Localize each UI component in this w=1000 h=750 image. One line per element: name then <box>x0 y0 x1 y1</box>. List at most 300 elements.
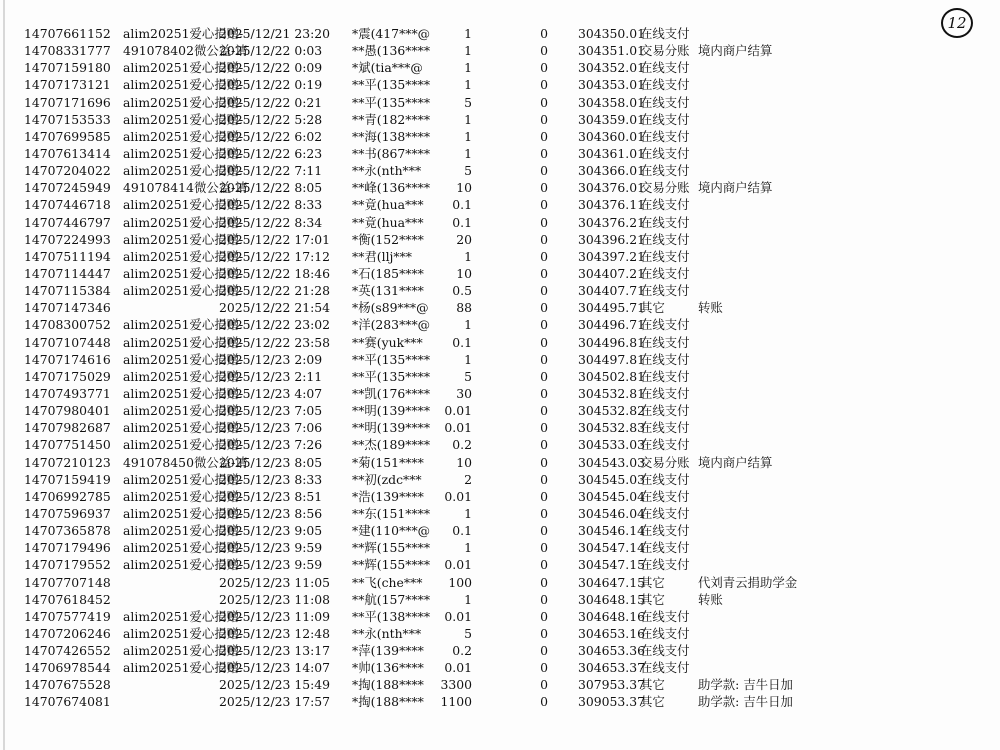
merchant-order-cell: alim20251爱心捐赠- <box>123 385 244 401</box>
transaction-time-cell: 2025/12/23 11:09 <box>219 608 331 624</box>
amount-cell: 1 <box>464 60 472 76</box>
balance-cell: 304532.82 <box>578 403 646 419</box>
transaction-id-cell: 14707173121 <box>24 77 111 93</box>
payer-name-cell: **愚(136**** <box>352 43 431 59</box>
transaction-id-cell: 14707204022 <box>24 163 111 179</box>
amount-cell: 20 <box>456 231 472 247</box>
transaction-time-cell: 2025/12/22 6:23 <box>219 145 323 161</box>
fee-cell: 0 <box>540 197 548 213</box>
payer-name-cell: **杰(189**** <box>352 437 431 453</box>
payer-name-cell: *震(417***@ <box>352 26 431 41</box>
balance-cell: 304358.01 <box>578 94 646 110</box>
payment-method-cell: 在线支付 <box>640 197 690 213</box>
amount-cell: 30 <box>456 385 472 401</box>
payer-name-cell: *衡(152**** <box>352 231 424 247</box>
note-cell: 转账 <box>698 591 723 607</box>
balance-cell: 304648.16 <box>578 608 646 624</box>
amount-cell: 0.01 <box>444 420 472 436</box>
amount-cell: 100 <box>448 574 472 590</box>
table-row <box>0 385 1000 402</box>
payer-name-cell: *石(185**** <box>352 265 424 281</box>
transaction-id-cell: 14707661152 <box>24 26 111 41</box>
transaction-time-cell: 2025/12/23 9:59 <box>219 557 323 573</box>
transaction-id-cell: 14707179552 <box>24 557 111 573</box>
balance-cell: 304359.01 <box>578 111 646 127</box>
payment-method-cell: 在线支付 <box>640 505 690 521</box>
transaction-id-cell: 14707365878 <box>24 523 111 539</box>
payer-name-cell: **初(zdc*** <box>352 471 422 487</box>
merchant-order-cell: alim20251爱心捐赠- <box>123 248 244 264</box>
balance-cell: 304547.15 <box>578 557 646 573</box>
merchant-order-cell: 491078450微公益-请 <box>123 454 248 470</box>
payment-method-cell: 交易分账 <box>640 454 690 470</box>
payer-name-cell: **峰(136**** <box>352 180 431 196</box>
fee-cell: 0 <box>540 111 548 127</box>
payment-method-cell: 在线支付 <box>640 94 690 110</box>
balance-cell: 304353.01 <box>578 77 646 93</box>
balance-cell: 304653.36 <box>578 643 646 659</box>
balance-cell: 304361.01 <box>578 145 646 161</box>
fee-cell: 0 <box>540 608 548 624</box>
table-row <box>0 282 1000 299</box>
transaction-id-cell: 14707159419 <box>24 471 111 487</box>
fee-cell: 0 <box>540 163 548 179</box>
payment-method-cell: 在线支付 <box>640 248 690 264</box>
balance-cell: 304407.71 <box>578 283 646 299</box>
note-cell: 境内商户结算 <box>698 180 773 196</box>
balance-cell: 304546.14 <box>578 523 646 539</box>
transaction-time-cell: 2025/12/23 8:51 <box>219 488 323 504</box>
table-row <box>0 488 1000 505</box>
transaction-time-cell: 2025/12/22 0:09 <box>219 60 323 76</box>
payer-name-cell: **平(135**** <box>352 77 431 93</box>
payment-method-cell: 在线支付 <box>640 317 690 333</box>
fee-cell: 0 <box>540 334 548 350</box>
amount-cell: 0.01 <box>444 403 472 419</box>
transaction-time-cell: 2025/12/23 7:05 <box>219 403 323 419</box>
table-row <box>0 402 1000 419</box>
fee-cell: 0 <box>540 694 548 710</box>
transaction-time-cell: 2025/12/22 18:46 <box>219 265 331 281</box>
table-row <box>0 231 1000 248</box>
transaction-time-cell: 2025/12/23 13:17 <box>219 643 331 659</box>
fee-cell: 0 <box>540 420 548 436</box>
merchant-order-cell: alim20251爱心捐赠- <box>123 334 244 350</box>
merchant-order-cell: alim20251爱心捐赠- <box>123 283 244 299</box>
table-row <box>0 214 1000 231</box>
amount-cell: 0.2 <box>452 643 472 659</box>
table-row <box>0 676 1000 693</box>
transaction-time-cell: 2025/12/22 5:28 <box>219 111 323 127</box>
table-row <box>0 368 1000 385</box>
transaction-id-cell: 14707618452 <box>24 591 111 607</box>
table-row <box>0 162 1000 179</box>
amount-cell: 1 <box>464 540 472 556</box>
amount-cell: 1 <box>464 43 472 59</box>
transaction-time-cell: 2025/12/23 8:33 <box>219 471 323 487</box>
note-cell: 助学款: 吉牛日加 <box>698 694 793 710</box>
payer-name-cell: **平(135**** <box>352 351 431 367</box>
payment-method-cell: 在线支付 <box>640 265 690 281</box>
amount-cell: 5 <box>464 368 472 384</box>
amount-cell: 1 <box>464 505 472 521</box>
table-row <box>0 522 1000 539</box>
fee-cell: 0 <box>540 145 548 161</box>
transaction-time-cell: 2025/12/23 2:11 <box>219 368 323 384</box>
transaction-id-cell: 14707493771 <box>24 385 111 401</box>
note-cell: 代刘青云捐助学金 <box>698 574 798 590</box>
payment-method-cell: 在线支付 <box>640 523 690 539</box>
transaction-id-cell: 14707147346 <box>24 300 111 316</box>
merchant-order-cell: alim20251爱心捐赠- <box>123 437 244 453</box>
balance-cell: 304360.01 <box>578 128 646 144</box>
transaction-time-cell: 2025/12/22 17:12 <box>219 248 331 264</box>
merchant-order-cell: alim20251爱心捐赠- <box>123 505 244 521</box>
fee-cell: 0 <box>540 77 548 93</box>
fee-cell: 0 <box>540 557 548 573</box>
table-row <box>0 316 1000 333</box>
amount-cell: 5 <box>464 163 472 179</box>
payment-method-cell: 在线支付 <box>640 471 690 487</box>
handwritten-page-number: 12 <box>941 8 973 38</box>
table-row <box>0 196 1000 213</box>
payment-method-cell: 在线支付 <box>640 334 690 350</box>
amount-cell: 0.2 <box>452 437 472 453</box>
balance-cell: 304376.01 <box>578 180 646 196</box>
table-row <box>0 574 1000 591</box>
fee-cell: 0 <box>540 505 548 521</box>
amount-cell: 10 <box>456 265 472 281</box>
payer-name-cell: *浩(139**** <box>352 488 424 504</box>
transaction-time-cell: 2025/12/23 12:48 <box>219 625 331 641</box>
table-row <box>0 76 1000 93</box>
fee-cell: 0 <box>540 488 548 504</box>
transaction-id-cell: 14707980401 <box>24 403 111 419</box>
merchant-order-cell: alim20251爱心捐赠- <box>123 523 244 539</box>
transaction-time-cell: 2025/12/23 15:49 <box>219 677 331 693</box>
transaction-time-cell: 2025/12/23 8:56 <box>219 505 323 521</box>
payer-name-cell: **海(138**** <box>352 128 431 144</box>
amount-cell: 1 <box>464 317 472 333</box>
fee-cell: 0 <box>540 26 548 41</box>
fee-cell: 0 <box>540 231 548 247</box>
transaction-time-cell: 2025/12/22 8:34 <box>219 214 323 230</box>
transaction-time-cell: 2025/12/22 21:54 <box>219 300 331 316</box>
payment-method-cell: 在线支付 <box>640 660 690 676</box>
transaction-id-cell: 14707245949 <box>24 180 111 196</box>
transaction-time-cell: 2025/12/23 2:09 <box>219 351 323 367</box>
table-row <box>0 25 1000 42</box>
payer-name-cell: **君(llj*** <box>352 248 412 264</box>
fee-cell: 0 <box>540 128 548 144</box>
payer-name-cell: **永(nth*** <box>352 163 422 179</box>
payment-method-cell: 在线支付 <box>640 557 690 573</box>
amount-cell: 1 <box>464 351 472 367</box>
payment-method-cell: 在线支付 <box>640 437 690 453</box>
merchant-order-cell: alim20251爱心捐赠- <box>123 231 244 247</box>
merchant-order-cell: alim20251爱心捐赠- <box>123 265 244 281</box>
fee-cell: 0 <box>540 403 548 419</box>
transaction-id-cell: 14707115384 <box>24 283 111 299</box>
amount-cell: 1100 <box>440 694 472 710</box>
transaction-id-cell: 14707982687 <box>24 420 111 436</box>
table-row <box>0 351 1000 368</box>
table-row <box>0 334 1000 351</box>
fee-cell: 0 <box>540 437 548 453</box>
amount-cell: 5 <box>464 94 472 110</box>
amount-cell: 0.1 <box>452 334 472 350</box>
fee-cell: 0 <box>540 180 548 196</box>
amount-cell: 88 <box>456 300 472 316</box>
table-row <box>0 42 1000 59</box>
payer-name-cell: *掏(188**** <box>352 694 424 710</box>
payer-name-cell: *掏(188**** <box>352 677 424 693</box>
balance-cell: 304532.81 <box>578 385 646 401</box>
balance-cell: 304376.21 <box>578 214 646 230</box>
amount-cell: 0.01 <box>444 608 472 624</box>
transaction-time-cell: 2025/12/23 11:05 <box>219 574 331 590</box>
merchant-order-cell: alim20251爱心捐赠- <box>123 608 244 624</box>
amount-cell: 1 <box>464 248 472 264</box>
payer-name-cell: *杨(s89***@ <box>352 300 429 316</box>
transaction-id-cell: 14707174616 <box>24 351 111 367</box>
fee-cell: 0 <box>540 574 548 590</box>
payer-name-cell: **明(139**** <box>352 420 431 436</box>
merchant-order-cell: alim20251爱心捐赠- <box>123 403 244 419</box>
transaction-time-cell: 2025/12/23 11:08 <box>219 591 331 607</box>
merchant-order-cell: alim20251爱心捐赠- <box>123 488 244 504</box>
transaction-time-cell: 2025/12/22 17:01 <box>219 231 331 247</box>
fee-cell: 0 <box>540 351 548 367</box>
payer-name-cell: **飞(che*** <box>352 574 423 590</box>
payment-method-cell: 在线支付 <box>640 540 690 556</box>
merchant-order-cell: alim20251爱心捐赠- <box>123 94 244 110</box>
transaction-id-cell: 14706992785 <box>24 488 111 504</box>
transaction-id-cell: 14707675528 <box>24 677 111 693</box>
payer-name-cell: **凯(176**** <box>352 385 431 401</box>
payment-method-cell: 在线支付 <box>640 608 690 624</box>
amount-cell: 10 <box>456 454 472 470</box>
payment-method-cell: 在线支付 <box>640 403 690 419</box>
table-row <box>0 111 1000 128</box>
merchant-order-cell: alim20251爱心捐赠- <box>123 111 244 127</box>
payment-method-cell: 交易分账 <box>640 180 690 196</box>
balance-cell: 304397.21 <box>578 248 646 264</box>
fee-cell: 0 <box>540 471 548 487</box>
payer-name-cell: **永(nth*** <box>352 625 422 641</box>
balance-cell: 304543.03 <box>578 454 646 470</box>
fee-cell: 0 <box>540 283 548 299</box>
payer-name-cell: *英(131**** <box>352 283 424 299</box>
fee-cell: 0 <box>540 385 548 401</box>
amount-cell: 0.01 <box>444 660 472 676</box>
payment-method-cell: 在线支付 <box>640 26 690 41</box>
merchant-order-cell: alim20251爱心捐赠- <box>123 77 244 93</box>
transaction-time-cell: 2025/12/21 23:20 <box>219 26 331 41</box>
transaction-id-cell: 14707206246 <box>24 625 111 641</box>
merchant-order-cell: alim20251爱心捐赠- <box>123 145 244 161</box>
payer-name-cell: **平(138**** <box>352 608 431 624</box>
payment-method-cell: 在线支付 <box>640 283 690 299</box>
transaction-time-cell: 2025/12/23 7:06 <box>219 420 323 436</box>
transaction-id-cell: 14707674081 <box>24 694 111 710</box>
payer-name-cell: **平(135**** <box>352 94 431 110</box>
fee-cell: 0 <box>540 591 548 607</box>
merchant-order-cell: alim20251爱心捐赠- <box>123 351 244 367</box>
amount-cell: 5 <box>464 625 472 641</box>
table-row <box>0 59 1000 76</box>
fee-cell: 0 <box>540 265 548 281</box>
payer-name-cell: **竟(hua*** <box>352 197 424 213</box>
transaction-time-cell: 2025/12/23 4:07 <box>219 385 323 401</box>
table-row <box>0 454 1000 471</box>
transaction-id-cell: 14708331777 <box>24 43 111 59</box>
merchant-order-cell: alim20251爱心捐赠- <box>123 197 244 213</box>
payment-method-cell: 交易分账 <box>640 43 690 59</box>
table-row <box>0 642 1000 659</box>
transaction-id-cell: 14707613414 <box>24 145 111 161</box>
payer-name-cell: *斌(tia***@ <box>352 60 423 76</box>
note-cell: 境内商户结算 <box>698 454 773 470</box>
fee-cell: 0 <box>540 454 548 470</box>
transaction-time-cell: 2025/12/22 23:58 <box>219 334 331 350</box>
payment-method-cell: 在线支付 <box>640 145 690 161</box>
balance-cell: 304532.83 <box>578 420 646 436</box>
payment-method-cell: 在线支付 <box>640 420 690 436</box>
balance-cell: 304396.21 <box>578 231 646 247</box>
table-row <box>0 659 1000 676</box>
payer-name-cell: *帅(136**** <box>352 660 424 676</box>
transaction-time-cell: 2025/12/22 23:02 <box>219 317 331 333</box>
merchant-order-cell: 491078414微公益-请 <box>123 180 248 196</box>
transaction-id-cell: 14707707148 <box>24 574 111 590</box>
amount-cell: 0.1 <box>452 523 472 539</box>
amount-cell: 10 <box>456 180 472 196</box>
transaction-id-cell: 14707171696 <box>24 94 111 110</box>
merchant-order-cell: alim20251爱心捐赠- <box>123 540 244 556</box>
table-row <box>0 179 1000 196</box>
payer-name-cell: **辉(155**** <box>352 540 431 556</box>
payment-method-cell: 其它 <box>640 574 665 590</box>
payer-name-cell: **青(182**** <box>352 111 431 127</box>
transaction-id-cell: 14707577419 <box>24 608 111 624</box>
payment-method-cell: 在线支付 <box>640 231 690 247</box>
payment-method-cell: 在线支付 <box>640 488 690 504</box>
table-row <box>0 591 1000 608</box>
payment-method-cell: 其它 <box>640 694 665 710</box>
transaction-id-cell: 14707426552 <box>24 643 111 659</box>
transaction-time-cell: 2025/12/23 14:07 <box>219 660 331 676</box>
transaction-id-cell: 14707751450 <box>24 437 111 453</box>
fee-cell: 0 <box>540 60 548 76</box>
transaction-id-cell: 14708300752 <box>24 317 111 333</box>
transaction-time-cell: 2025/12/22 0:19 <box>219 77 323 93</box>
payment-method-cell: 在线支付 <box>640 163 690 179</box>
balance-cell: 304407.21 <box>578 265 646 281</box>
transaction-time-cell: 2025/12/22 8:05 <box>219 180 323 196</box>
payment-method-cell: 其它 <box>640 300 665 316</box>
payment-method-cell: 其它 <box>640 677 665 693</box>
table-row <box>0 556 1000 573</box>
transaction-table <box>0 25 1000 711</box>
merchant-order-cell: alim20251爱心捐赠- <box>123 60 244 76</box>
transaction-time-cell: 2025/12/22 0:03 <box>219 43 323 59</box>
balance-cell: 304376.11 <box>578 197 646 213</box>
merchant-order-cell: alim20251爱心捐赠- <box>123 625 244 641</box>
amount-cell: 1 <box>464 77 472 93</box>
payer-name-cell: **赛(yuk*** <box>352 334 423 350</box>
note-cell: 助学款: 吉牛日加 <box>698 677 793 693</box>
balance-cell: 304546.04 <box>578 505 646 521</box>
balance-cell: 304497.81 <box>578 351 646 367</box>
amount-cell: 1 <box>464 128 472 144</box>
balance-cell: 304648.15 <box>578 591 646 607</box>
payer-name-cell: **航(157**** <box>352 591 431 607</box>
amount-cell: 0.1 <box>452 214 472 230</box>
payer-name-cell: *洋(283***@ <box>352 317 431 333</box>
balance-cell: 304502.81 <box>578 368 646 384</box>
merchant-order-cell: alim20251爱心捐赠- <box>123 368 244 384</box>
table-row <box>0 625 1000 642</box>
table-row <box>0 471 1000 488</box>
transaction-id-cell: 14707159180 <box>24 60 111 76</box>
payment-method-cell: 在线支付 <box>640 128 690 144</box>
merchant-order-cell: alim20251爱心捐赠- <box>123 163 244 179</box>
fee-cell: 0 <box>540 625 548 641</box>
table-row <box>0 94 1000 111</box>
table-row <box>0 248 1000 265</box>
transaction-id-cell: 14707596937 <box>24 505 111 521</box>
payment-method-cell: 在线支付 <box>640 77 690 93</box>
merchant-order-cell: alim20251爱心捐赠- <box>123 557 244 573</box>
merchant-order-cell: alim20251爱心捐赠- <box>123 660 244 676</box>
payment-method-cell: 在线支付 <box>640 625 690 641</box>
fee-cell: 0 <box>540 368 548 384</box>
amount-cell: 0.1 <box>452 197 472 213</box>
fee-cell: 0 <box>540 523 548 539</box>
transaction-id-cell: 14707446718 <box>24 197 111 213</box>
amount-cell: 1 <box>464 26 472 41</box>
amount-cell: 0.5 <box>452 283 472 299</box>
note-cell: 转账 <box>698 300 723 316</box>
transaction-id-cell: 14707224993 <box>24 231 111 247</box>
table-row <box>0 693 1000 710</box>
merchant-order-cell: alim20251爱心捐赠- <box>123 643 244 659</box>
merchant-order-cell: alim20251爱心捐赠- <box>123 420 244 436</box>
balance-cell: 304545.03 <box>578 471 646 487</box>
balance-cell: 304496.71 <box>578 317 646 333</box>
note-cell: 境内商户结算 <box>698 43 773 59</box>
amount-cell: 1 <box>464 591 472 607</box>
payer-name-cell: *萍(139**** <box>352 643 424 659</box>
payer-name-cell: **平(135**** <box>352 368 431 384</box>
amount-cell: 1 <box>464 111 472 127</box>
amount-cell: 0.01 <box>444 488 472 504</box>
transaction-id-cell: 14707699585 <box>24 128 111 144</box>
transaction-time-cell: 2025/12/22 21:28 <box>219 283 331 299</box>
balance-cell: 304352.01 <box>578 60 646 76</box>
balance-cell: 309053.37 <box>578 694 646 710</box>
payer-name-cell: **明(139**** <box>352 403 431 419</box>
table-row <box>0 436 1000 453</box>
fee-cell: 0 <box>540 214 548 230</box>
transaction-id-cell: 14707446797 <box>24 214 111 230</box>
balance-cell: 304533.03 <box>578 437 646 453</box>
balance-cell: 304653.37 <box>578 660 646 676</box>
payment-method-cell: 在线支付 <box>640 60 690 76</box>
balance-cell: 304351.01 <box>578 43 646 59</box>
transaction-id-cell: 14707210123 <box>24 454 111 470</box>
